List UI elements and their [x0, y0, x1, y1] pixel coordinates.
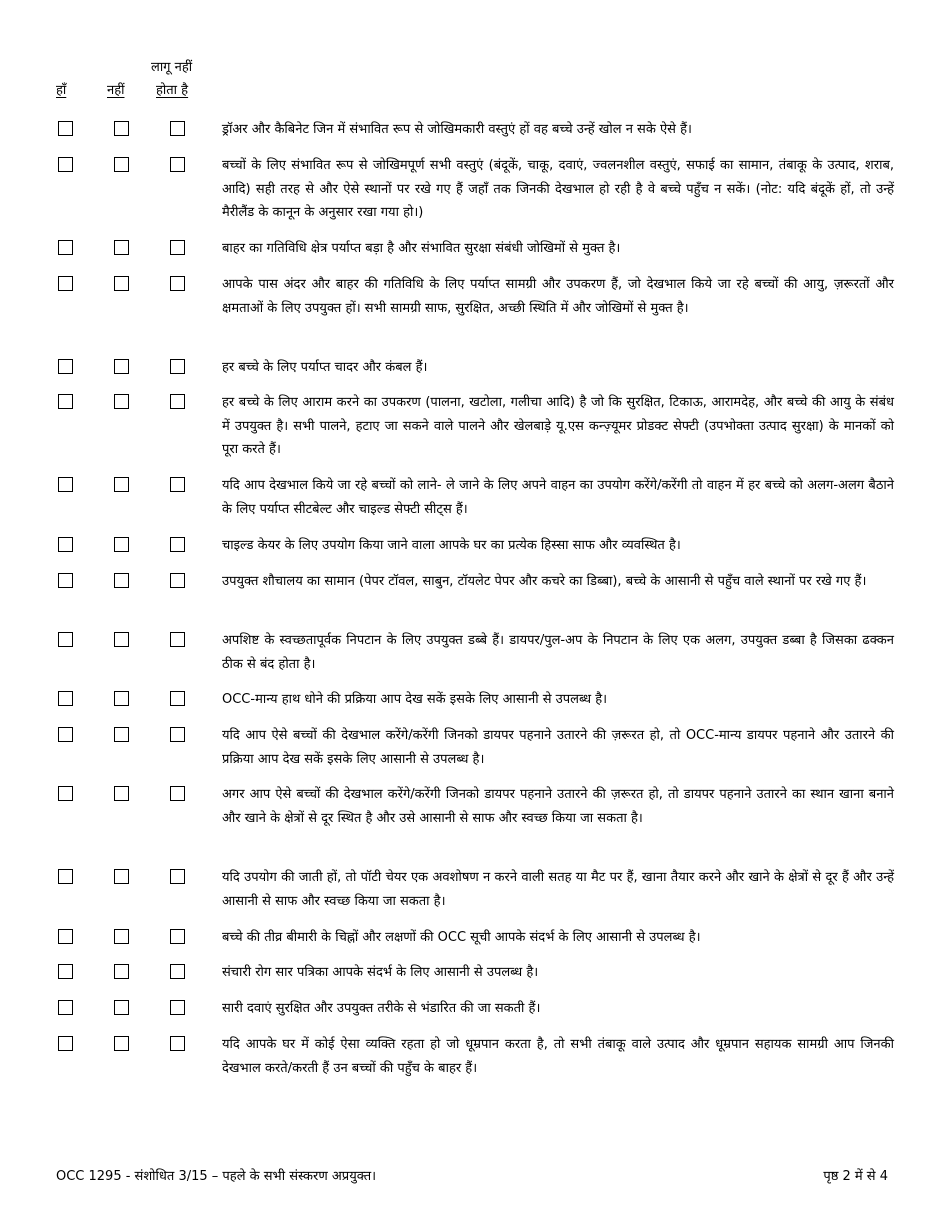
checkbox-yes[interactable] — [58, 359, 73, 374]
checkbox-no[interactable] — [114, 240, 129, 255]
checkbox-not-applicable[interactable] — [170, 727, 185, 742]
checkbox-not-applicable[interactable] — [170, 121, 185, 136]
checklist-item-text: उपयुक्त शौचालय का सामान (पेपर टॉवल, साबुन, टॉयलेट पेपर और कचरे का डिब्बा), बच्चे के आसानी से पहुँच वाले स्थानों पर रखे गए हैं। — [222, 574, 867, 589]
checklist-item-text: बाहर का गतिविधि क्षेत्र पर्याप्त बड़ा है और संभावित सुरक्षा संबंधी जोखिमों से मुक्त है। — [222, 241, 621, 256]
checkbox-not-applicable[interactable] — [170, 964, 185, 979]
checkbox-yes[interactable] — [58, 121, 73, 136]
checkbox-yes[interactable] — [58, 1036, 73, 1051]
checkbox-yes[interactable] — [58, 573, 73, 588]
form-id-footer: OCC 1295 - संशोधित 3/15 – पहले के सभी संस्करण अप्रयुक्त। — [56, 1169, 377, 1184]
checklist-item-text: चाइल्ड केयर के लिए उपयोग किया जाने वाला आपके घर का प्रत्येक हिस्सा साफ और व्यवस्थित है। — [222, 538, 681, 553]
checkbox-not-applicable[interactable] — [170, 537, 185, 552]
checkbox-not-applicable[interactable] — [170, 359, 185, 374]
checkbox-yes[interactable] — [58, 276, 73, 291]
column-header-na-line2: होता है — [156, 83, 189, 98]
checklist-item-text: यदि आपके घर में कोई ऐसा व्यक्ति रहता हो जो धूम्रपान करता है, तो सभी तंबाकू वाले उत्पाद और धूम्रपान सहायक सामग्री आप जिनकी देखभाल करते/करती हैं उन बच्चों की पहुँच के बाहर हैं। — [222, 1037, 894, 1076]
checkbox-not-applicable[interactable] — [170, 632, 185, 647]
checklist-item-text: बच्चों के लिए संभावित रूप से जोखिमपूर्ण सभी वस्तुएं (बंदूकें, चाकू, दवाएं, ज्वलनशील वस्तुएं, सफाई का सामान, तंबाकू के उत्पाद, शराब, आदि) सही तरह से और ऐसे स्थानों पर रखे गए हैं जहाँ तक जिनकी देखभाल हो रही है वे बच्चे पहुँच न सकें। (नोट: यदि बंदूकें हों, तो उन्हें मैरीलैंड के कानून के अनुसार रखा गया हो।) — [222, 158, 894, 220]
checkbox-not-applicable[interactable] — [170, 394, 185, 409]
checklist-item-text: ड्रॉअर और कैबिनेट जिन में संभावित रूप से जोखिमकारी वस्तुएं हों वह बच्चे उन्हें खोल न सके ऐसे हैं। — [222, 122, 692, 137]
checklist-item-text: संचारी रोग सार पत्रिका आपके संदर्भ के लिए आसानी से उपलब्ध है। — [222, 965, 539, 980]
checklist-item-text: अगर आप ऐसे बच्चों की देखभाल करेंगे/करेंगी जिनको डायपर पहनाने उतारने की ज़रूरत हो, तो डायपर पहनाने उतारने का स्थान खाना बनाने और खाने के क्षेत्रों से दूर स्थित है और उसे आसानी से साफ और स्वच्छ किया जा सकता है। — [222, 787, 894, 826]
checkbox-yes[interactable] — [58, 869, 73, 884]
checkbox-no[interactable] — [114, 786, 129, 801]
checkbox-yes[interactable] — [58, 929, 73, 944]
checkbox-not-applicable[interactable] — [170, 276, 185, 291]
checkbox-not-applicable[interactable] — [170, 1036, 185, 1051]
checkbox-not-applicable[interactable] — [170, 157, 185, 172]
checkbox-no[interactable] — [114, 727, 129, 742]
checklist-item-text: यदि आप देखभाल किये जा रहे बच्चों को लाने- ले जाने के लिए अपने वाहन का उपयोग करेंगे/करेंगी तो वाहन में हर बच्चे को अलग-अलग बैठाने के लिए पर्याप्त सीटबेल्ट और चाइल्ड सेफ्टी सीट्स हैं। — [222, 478, 894, 517]
checkbox-not-applicable[interactable] — [170, 573, 185, 588]
checkbox-no[interactable] — [114, 157, 129, 172]
checkbox-yes[interactable] — [58, 394, 73, 409]
checkbox-no[interactable] — [114, 691, 129, 706]
checkbox-yes[interactable] — [58, 964, 73, 979]
checklist-item-text: OCC-मान्य हाथ धोने की प्रक्रिया आप देख सकें इसके लिए आसानी से उपलब्ध है। — [222, 692, 608, 707]
checkbox-yes[interactable] — [58, 1000, 73, 1015]
checkbox-not-applicable[interactable] — [170, 929, 185, 944]
checkbox-yes[interactable] — [58, 786, 73, 801]
checkbox-yes[interactable] — [58, 632, 73, 647]
checkbox-no[interactable] — [114, 632, 129, 647]
checkbox-no[interactable] — [114, 929, 129, 944]
checkbox-not-applicable[interactable] — [170, 477, 185, 492]
checkbox-no[interactable] — [114, 394, 129, 409]
checkbox-yes[interactable] — [58, 157, 73, 172]
checklist-item-text: हर बच्चे के लिए पर्याप्त चादर और कंबल हैं। — [222, 360, 428, 375]
checkbox-no[interactable] — [114, 121, 129, 136]
checkbox-not-applicable[interactable] — [170, 691, 185, 706]
checkbox-yes[interactable] — [58, 691, 73, 706]
checkbox-no[interactable] — [114, 869, 129, 884]
checklist-item-text: हर बच्चे के लिए आराम करने का उपकरण (पालना, खटोला, गलीचा आदि) है जो कि सुरक्षित, टिकाऊ, आरामदेह, और बच्चे की आयु के संबंध में उपयुक्त है। सभी पालने, हटाए जा सकने वाले पालने और खेलबाड़े यू.एस कन्ज़्यूमर प्रोडक्ट सेफ्टी (उपभोक्ता उत्पाद सुरक्षा) के मानकों को पूरा करते हैं। — [222, 395, 894, 457]
checkbox-no[interactable] — [114, 477, 129, 492]
checkbox-not-applicable[interactable] — [170, 1000, 185, 1015]
column-header-na-line1: लागू नहीं — [151, 60, 193, 75]
checklist-item-text: सारी दवाएं सुरक्षित और उपयुक्त तरीके से भंडारित की जा सकती हैं। — [222, 1001, 541, 1016]
checklist-item-text: बच्चे की तीव्र बीमारी के चिह्नों और लक्षणों की OCC सूची आपके संदर्भ के लिए आसानी से उपलब्ध है। — [222, 930, 701, 945]
page-number: पृष्ठ 2 में से 4 — [823, 1169, 888, 1184]
checklist-item-text: यदि आप ऐसे बच्चों की देखभाल करेंगे/करेंगी जिनको डायपर पहनाने उतारने की ज़रूरत हो, तो OCC-मान्य डायपर पहनाने और उतारने की प्रक्रिया आप देख सकें इसके लिए आसानी से उपलब्ध है। — [222, 728, 894, 767]
checklist-item-text: अपशिष्ट के स्वच्छतापूर्वक निपटान के लिए उपयुक्त डब्बे हैं। डायपर/पुल-अप के निपटान के लिए एक अलग, उपयुक्त डब्बा है जिसका ढक्कन ठीक से बंद होता है। — [222, 633, 894, 672]
checklist-item-text: आपके पास अंदर और बाहर की गतिविधि के लिए पर्याप्त सामग्री और उपकरण हैं, जो देखभाल किये जा रहे बच्चों की आयु, ज़रूरतों और क्षमताओं के लिए उपयुक्त हों। सभी सामग्री साफ, सुरक्षित, अच्छी स्थिति में और जोखिमों से मुक्त है। — [222, 277, 894, 316]
checkbox-no[interactable] — [114, 537, 129, 552]
checkbox-no[interactable] — [114, 359, 129, 374]
checklist-item-text: यदि उपयोग की जाती हों, तो पॉटी चेयर एक अवशोषण न करने वाली सतह या मैट पर हैं, खाना तैयार करने और खाने के क्षेत्रों से दूर हैं और उन्हें आसानी से साफ और स्वच्छ किया जा सकता है। — [222, 870, 894, 909]
checkbox-no[interactable] — [114, 1000, 129, 1015]
checkbox-not-applicable[interactable] — [170, 786, 185, 801]
checkbox-no[interactable] — [114, 964, 129, 979]
checkbox-yes[interactable] — [58, 537, 73, 552]
checkbox-no[interactable] — [114, 1036, 129, 1051]
checkbox-yes[interactable] — [58, 477, 73, 492]
checkbox-not-applicable[interactable] — [170, 240, 185, 255]
checkbox-yes[interactable] — [58, 240, 73, 255]
checkbox-yes[interactable] — [58, 727, 73, 742]
checkbox-no[interactable] — [114, 276, 129, 291]
column-header-no: नहीं — [107, 83, 125, 98]
checkbox-not-applicable[interactable] — [170, 869, 185, 884]
checkbox-no[interactable] — [114, 573, 129, 588]
column-header-yes: हाँ — [56, 83, 67, 98]
